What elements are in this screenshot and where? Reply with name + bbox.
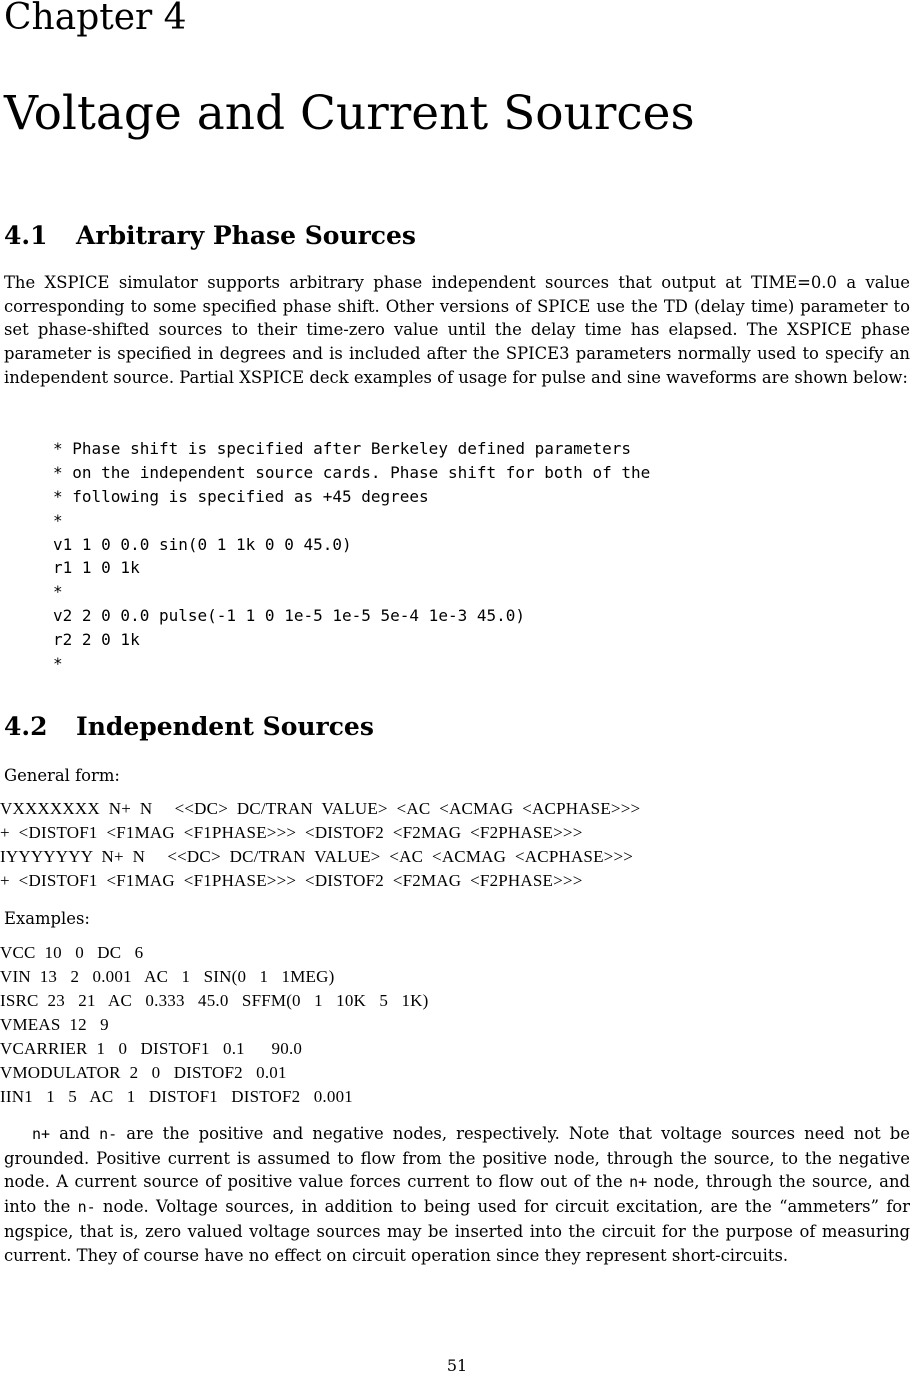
example-line: VIN 13 2 0.001 AC 1 SIN(0 1 1MEG) xyxy=(0,967,335,986)
section-number: 4.2 xyxy=(4,712,48,741)
section-title: Independent Sources xyxy=(76,712,374,741)
description-text: and xyxy=(50,1124,100,1143)
code-line: * xyxy=(53,582,63,602)
example-line: ISRC 23 21 AC 0.333 45.0 SFFM(0 1 10K 5 1K) xyxy=(0,991,429,1010)
section-4-2-description xyxy=(4,1122,910,1267)
page-number: 51 xyxy=(446,1356,468,1375)
example-line: VMODULATOR 2 0 DISTOF2 0.01 xyxy=(0,1063,287,1082)
inline-code: n- xyxy=(99,1125,118,1143)
examples-label: Examples: xyxy=(4,909,90,928)
general-form-line: + <DISTOF1 <F1MAG <F1PHASE>>> <DISTOF2 <F2MAG <F2PHASE>>> xyxy=(0,823,583,842)
code-line: * Phase shift is specified after Berkeley defined parameters xyxy=(53,439,631,458)
description-text: node, through the source, and into the xyxy=(4,1172,910,1217)
section-heading-4-1 xyxy=(4,221,416,251)
section-4-1-paragraph: The XSPICE simulator supports arbitrary phase independent sources that output at TIME=0.0 a value corresponding to some specified phase shift. Other versions of SPICE use the TD (delay time) parameter to set phase-shifted sources to their time-zero value until the delay time has elapsed. The XSPICE phase parameter is specified in degrees and is included after the SPICE3 parameters normally used to specify an independent source. Partial XSPICE deck examples of usage for pulse and sine waveforms are shown below: xyxy=(4,273,910,387)
code-line: r1 1 0 1k xyxy=(53,558,140,578)
inline-code: n+ xyxy=(629,1173,648,1192)
example-line: IIN1 1 5 AC 1 DISTOF1 DISTOF2 0.001 xyxy=(0,1087,353,1106)
section-title: Arbitrary Phase Sources xyxy=(76,221,417,250)
general-form-line: IYYYYYYY N+ N <<DC> DC/TRAN VALUE> <AC <ACMAG <ACPHASE>>> xyxy=(0,847,634,866)
general-form-line: VXXXXXXX N+ N <<DC> DC/TRAN VALUE> <AC <ACMAG <ACPHASE>>> xyxy=(0,799,641,818)
general-form-label: General form: xyxy=(4,766,120,785)
chapter-title: Voltage and Current Sources xyxy=(4,86,695,141)
inline-code: n+ xyxy=(32,1125,51,1143)
example-line: VCC 10 0 DC 6 xyxy=(0,943,144,962)
chapter-label: Chapter 4 xyxy=(4,0,187,38)
code-line: * on the independent source cards. Phase shift for both of the xyxy=(53,462,651,482)
code-line: v1 1 0 0.0 sin(0 1 1k 0 0 45.0) xyxy=(53,534,352,554)
general-form-line: + <DISTOF1 <F1MAG <F1PHASE>>> <DISTOF2 <F2MAG <F2PHASE>>> xyxy=(0,871,583,890)
description-text: are the positive and negative nodes, respectively. Note that voltage sources need not be grounded. Positive current is assumed to flow from the positive node, through the source, to the negative node. A current source of positive value forces current to flow out of the xyxy=(4,1124,910,1192)
example-line: VMEAS 12 9 xyxy=(0,1015,109,1034)
code-line: r2 2 0 1k xyxy=(53,630,140,650)
section-heading-4-2 xyxy=(4,712,374,742)
code-line: * xyxy=(53,654,63,674)
inline-code: n- xyxy=(77,1198,96,1217)
description-text: node. Voltage sources, in addition to being used for circuit excitation, are the “ammeters” for ngspice, that is, zero valued voltage sources may be inserted into the circuit for the purpose of measuring current. They of course have no effect on circuit operation since they represent short-circuits. xyxy=(4,1197,910,1265)
code-line: * following is specified as +45 degrees xyxy=(53,486,429,506)
code-listing xyxy=(53,437,650,676)
example-line: VCARRIER 1 0 DISTOF1 0.1 90.0 xyxy=(0,1039,303,1058)
code-line: * xyxy=(53,510,63,530)
code-line: v2 2 0 0.0 pulse(-1 1 0 1e-5 1e-5 5e-4 1e-3 45.0) xyxy=(53,606,526,626)
section-number: 4.1 xyxy=(4,221,48,250)
